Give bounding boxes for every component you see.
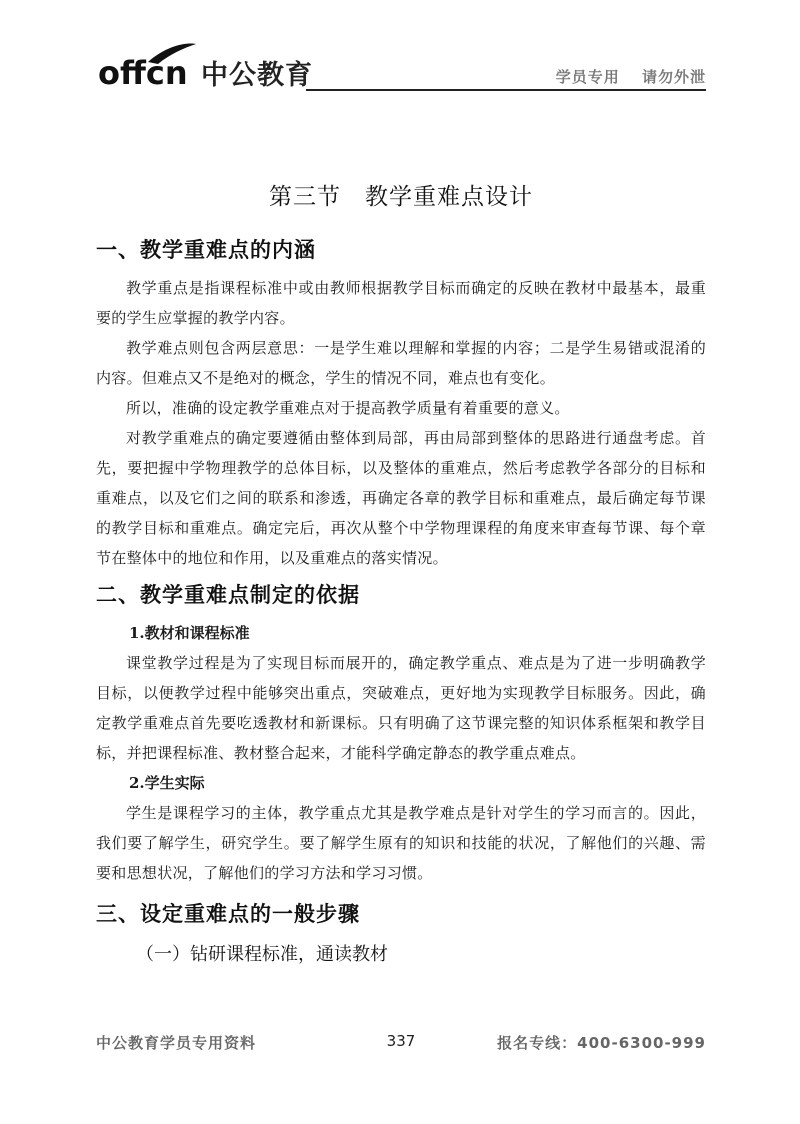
page-number: 337: [386, 1032, 416, 1050]
header-note: [556, 66, 706, 87]
page-content: [96, 178, 706, 973]
page-header: [96, 40, 706, 92]
subheading-step-1: （一）钻研课程标准，通读教材: [136, 944, 388, 965]
logo-text: offcn: [98, 54, 188, 92]
header-note-left: 学员专用: [555, 68, 620, 86]
section-title: 第三节 教学重难点设计: [269, 184, 533, 210]
paragraph: 学生是课程学习的主体，教学重点尤其是教学难点是针对学生的学习而言的。因此，我们要了解学生，研究学生。要了解学生原有的知识和技能的状况，了解他们的兴趣、需要和思想状况，了解他们的学习方法和学习习惯。: [96, 804, 706, 882]
offcn-logo: [96, 40, 396, 92]
paragraph: 教学重点是指课程标准中或由教师根据教学目标而确定的反映在教材中最基本，最重要的学生应掌握的教学内容。: [96, 279, 706, 327]
paragraph: 课堂教学过程是为了实现目标而展开的，确定教学重点、难点是为了进一步明确教学目标，以便教学过程中能够突出重点，突破难点，更好地为实现教学目标服务。因此，确定教学重难点首先要吃透教材和新课标。只有明确了这节课完整的知识体系框架和教学目标，并把课程标准、教材整合起来，才能科学确定静态的教学重点难点。: [96, 654, 706, 762]
footer-left: 中公教育学员专用资料: [96, 1034, 257, 1052]
subheading-students: 2.学生实际: [129, 774, 205, 792]
header-note-right: 请勿外泄: [641, 68, 706, 86]
heading-2: 二、教学重难点制定的依据: [96, 583, 360, 607]
page-footer: [96, 1032, 706, 1056]
heading-1: 一、教学重难点的内涵: [96, 238, 316, 262]
heading-3: 三、设定重难点的一般步骤: [96, 902, 360, 926]
paragraph: 对教学重难点的确定要遵循由整体到局部，再由局部到整体的思路进行通盘考虑。首先，要把握中学物理教学的总体目标，以及整体的重难点，然后考虑教学各部分的目标和重难点，以及它们之间的联系和渗透，再确定各章的教学目标和重难点，最后确定每节课的教学目标和重难点。确定完后，再次从整个中学物理课程的角度来审查每节课、每个章节在整体中的地位和作用，以及重难点的落实情况。: [96, 429, 706, 567]
offcn-logo-mark: [96, 40, 206, 92]
subheading-textbook: 1.教材和课程标准: [129, 624, 250, 642]
footer-hotline: 报名专线：400-6300-999: [497, 1034, 706, 1052]
header-rule: [306, 89, 706, 91]
logo-chinese: 中公教育: [201, 60, 313, 91]
paragraph: 教学难点则包含两层意思：一是学生难以理解和掌握的内容；二是学生易错或混淆的内容。但难点又不是绝对的概念，学生的情况不同，难点也有变化。: [96, 339, 706, 387]
paragraph: 所以，准确的设定教学重难点对于提高教学质量有着重要的意义。: [126, 399, 570, 417]
